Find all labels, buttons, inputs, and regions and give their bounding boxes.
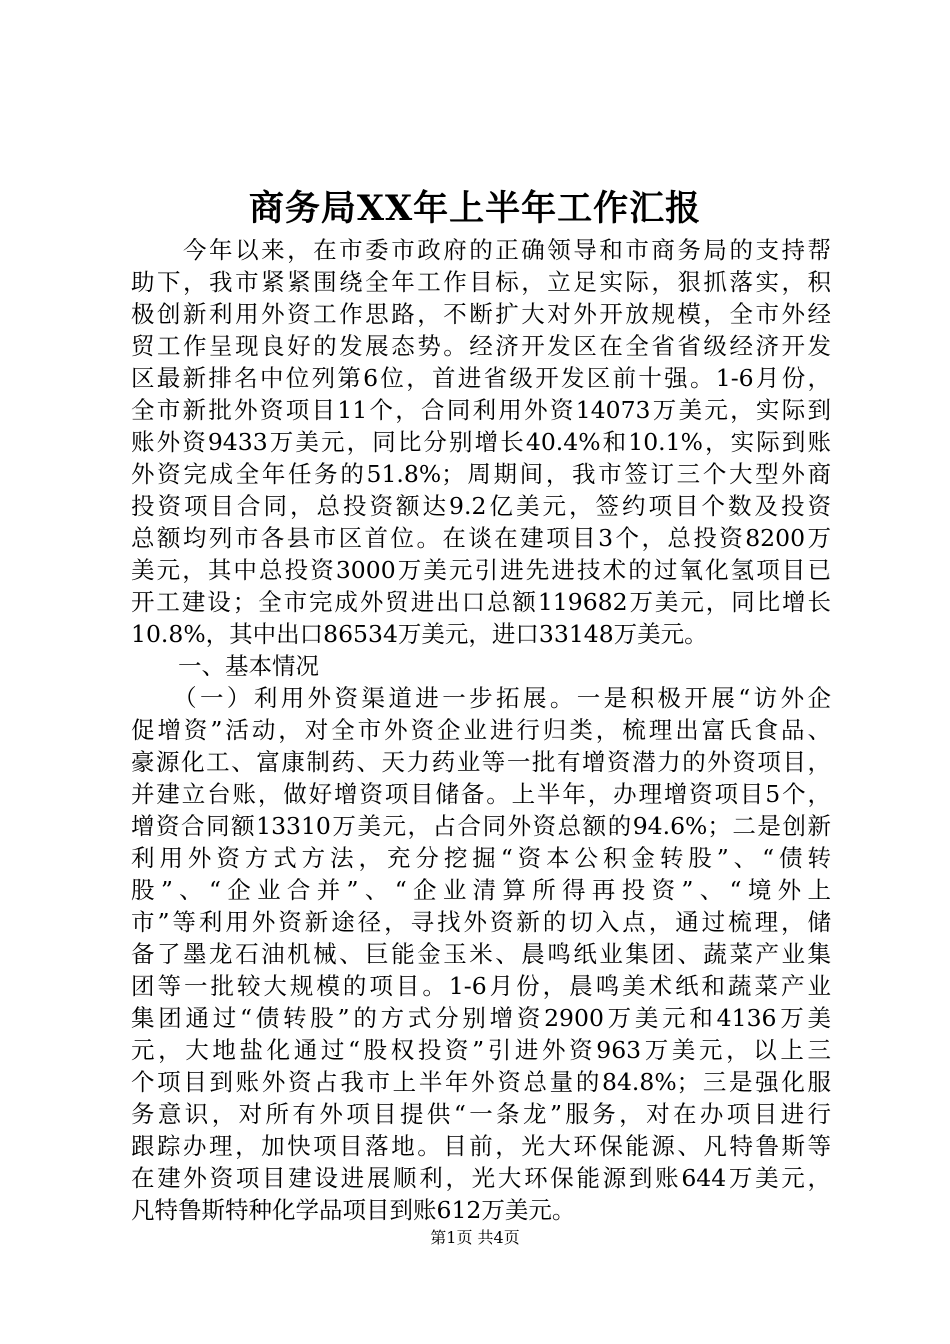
body-line: 增资合同额13310万美元，占合同外资总额的94.6%；二是创新: [131, 812, 831, 840]
body-line: 股”、“企业合并”、“企业清算所得再投资”、“境外上: [131, 876, 831, 904]
body-line: 全市新批外资项目11个，合同利用外资14073万美元，实际到: [131, 396, 831, 424]
body-line: （一）利用外资渠道进一步拓展。一是积极开展“访外企: [131, 684, 831, 712]
body-line: 在建外资项目建设进展顺利，光大环保能源到账644万美元，: [131, 1164, 831, 1192]
body-line: 务意识，对所有外项目提供“一条龙”服务，对在办项目进行: [131, 1100, 831, 1128]
body-line: 账外资9433万美元，同比分别增长40.4%和10.1%，实际到账: [131, 428, 831, 456]
section-heading: 一、基本情况: [131, 652, 319, 680]
body-line: 利用外资方式方法，充分挖掘“资本公积金转股”、“债转: [131, 844, 831, 872]
document-title: 商务局XX年上半年工作汇报: [248, 188, 702, 229]
document-body: [131, 234, 831, 1226]
body-line: 备了墨龙石油机械、巨能金玉米、晨鸣纸业集团、蔬菜产业集: [131, 940, 831, 968]
body-line: 区最新排名中位列第6位，首进省级开发区前十强。1-6月份，: [131, 364, 831, 392]
body-line: 贸工作呈现良好的发展态势。经济开发区在全省省级经济开发: [131, 332, 831, 360]
body-line: 凡特鲁斯特种化学品项目到账612万美元。: [131, 1196, 576, 1224]
body-line: 团等一批较大规模的项目。1-6月份，晨鸣美术纸和蔬菜产业: [131, 972, 831, 1000]
body-line: 个项目到账外资占我市上半年外资总量的84.8%；三是强化服: [131, 1068, 831, 1096]
body-line: 美元，其中总投资3000万美元引进先进技术的过氧化氢项目已: [131, 556, 831, 584]
body-line: 跟踪办理，加快项目落地。目前，光大环保能源、凡特鲁斯等: [131, 1132, 831, 1160]
page-number: 第1页 共4页: [430, 1228, 520, 1247]
body-line: 豪源化工、富康制药、天力药业等一批有增资潜力的外资项目，: [131, 748, 831, 776]
body-line: 总额均列市各县市区首位。在谈在建项目3个，总投资8200万: [131, 524, 831, 552]
body-line: 市”等利用外资新途径，寻找外资新的切入点，通过梳理，储: [131, 908, 831, 936]
body-line: 集团通过“债转股”的方式分别增资2900万美元和4136万美: [131, 1004, 831, 1032]
body-line: 外资完成全年任务的51.8%；周期间，我市签订三个大型外商: [131, 460, 831, 488]
body-line: 极创新利用外资工作思路，不断扩大对外开放规模，全市外经: [131, 300, 831, 328]
body-line: 元，大地盐化通过“股权投资”引进外资963万美元，以上三: [131, 1036, 831, 1064]
body-line: 并建立台账，做好增资项目储备。上半年，办理增资项目5个，: [131, 780, 831, 808]
body-line: 投资项目合同，总投资额达9.2亿美元，签约项目个数及投资: [131, 492, 831, 520]
body-line: 10.8%，其中出口86534万美元，进口33148万美元。: [131, 620, 708, 648]
body-line: 助下，我市紧紧围绕全年工作目标，立足实际，狠抓落实，积: [131, 268, 831, 296]
body-line: 今年以来，在市委市政府的正确领导和市商务局的支持帮: [131, 236, 831, 264]
body-line: 促增资”活动，对全市外资企业进行归类，梳理出富氏食品、: [131, 716, 831, 744]
body-line: 开工建设；全市完成外贸进出口总额119682万美元，同比增长: [131, 588, 831, 616]
